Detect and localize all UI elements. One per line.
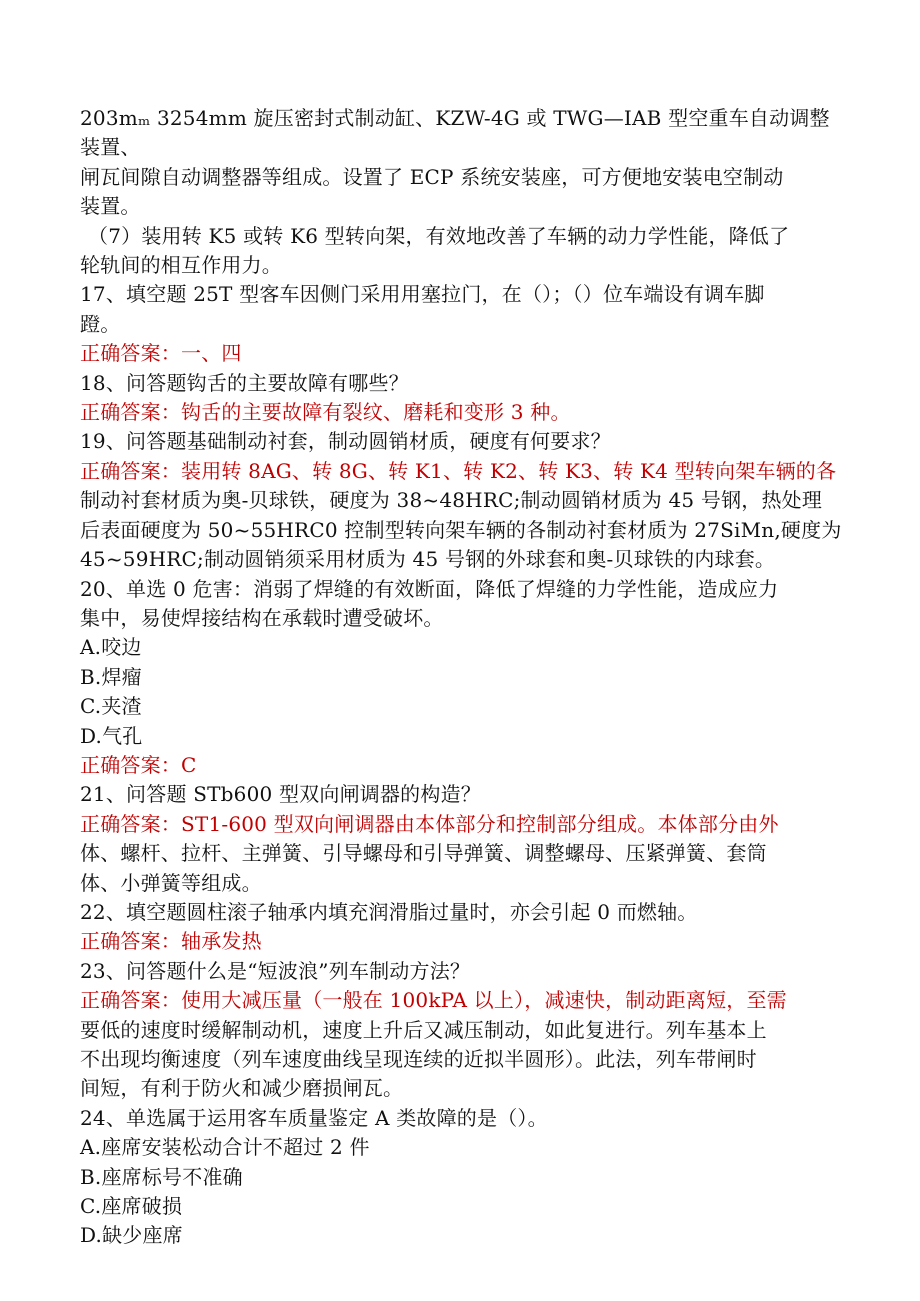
answer-text: 装用转 8AG、转 8G、转 K1、转 K2、转 K3、转 K4 型转向架车辆的各 [181, 458, 837, 483]
answer-text: 一、四 [181, 341, 242, 366]
document-body [80, 104, 842, 1251]
text-line: 轮轨间的相互作用力。 [80, 253, 282, 278]
text-line: C.座席破损 [80, 1194, 183, 1219]
text-line: 间短，有利于防火和减少磨损闸瓦。 [80, 1076, 404, 1101]
text-line: 后表面硬度为 50~55HRC0 控制型转向架车辆的各制动衬套材质为 27SiMn,硬度为 [80, 517, 842, 542]
answer-label: 正确答案： [80, 341, 181, 366]
answer-line [80, 398, 842, 427]
text-line: 18、问答题钩舌的主要故障有哪些？ [80, 370, 409, 395]
text-line: D.缺少座席 [80, 1223, 183, 1248]
text-line: 要低的速度时缓解制动机，速度上升后又减压制动，如此复进行。列车基本上 [80, 1017, 767, 1042]
answer-text: 钩舌的主要故障有裂纹、磨耗和变形 3 种。 [181, 400, 571, 425]
text-line: 45~59HRC;制动圆销须采用材质为 45 号钢的外球套和奥-贝球铁的内球套。 [80, 547, 776, 572]
text-line: A.座席安装松动合计不超过 2 件 [80, 1135, 370, 1160]
text-line: D.气孔 [80, 723, 143, 748]
text-line: C.夹渣 [80, 694, 142, 719]
text-line: 体、螺杆、拉杆、主弹簧、引导螺母和引导弹簧、调整螺母、压紧弹簧、套筒 [80, 841, 767, 866]
text-line: 19、问答题基础制动衬套，制动圆销材质，硬度有何要求？ [80, 429, 611, 454]
answer-line [80, 457, 842, 486]
answer-text: C [181, 752, 197, 777]
text-line: 21、问答题 STb600 型双向闸调器的构造？ [80, 782, 481, 807]
text-line: 闸瓦间隙自动调整器等组成。设置了 ECP 系统安装座，可方便地安装电空制动 [80, 164, 784, 189]
answer-line [80, 339, 842, 368]
answer-text: 使用大减压量（一般在 100kPA 以上），减速快，制动距离短，至需 [181, 988, 787, 1013]
answer-text: ST1-600 型双向闸调器由本体部分和控制部分组成。本体部分由外 [181, 811, 779, 836]
answer-label: 正确答案： [80, 988, 181, 1013]
answer-label: 正确答案： [80, 811, 181, 836]
answer-label: 正确答案： [80, 458, 181, 483]
answer-line [80, 927, 842, 956]
text-line: 203mₘ 3254mm 旋压密封式制动缸、KZW-4G 或 TWG—IAB 型空重车自动调整装置、 [80, 106, 830, 160]
text-line: 体、小弹簧等组成。 [80, 870, 262, 895]
text-line: 蹬。 [80, 311, 121, 336]
text-line: （7）装用转 K5 或转 K6 型转向架，有效地改善了车辆的动力学性能，降低了 [88, 223, 790, 248]
answer-line [80, 810, 842, 839]
text-line: 22、填空题圆柱滚子轴承内填充润滑脂过量时，亦会引起 0 而燃轴。 [80, 899, 698, 924]
answer-line [80, 986, 842, 1015]
text-line: 24、单选属于运用客车质量鉴定 A 类故障的是（）。 [80, 1105, 548, 1130]
text-line: 集中，易使焊接结构在承载时遭受破坏。 [80, 605, 444, 630]
text-line: 17、填空题 25T 型客车因侧门采用用塞拉门，在（）；（）位车端设有调车脚 [80, 282, 765, 307]
text-line: B.座席标号不准确 [80, 1164, 243, 1189]
answer-text: 轴承发热 [181, 929, 262, 954]
text-line: 不出现均衡速度（列车速度曲线呈现连续的近拟半圆形）。此法，列车带闸时 [80, 1047, 757, 1071]
answer-line [80, 751, 842, 780]
text-line: 23、问答题什么是“短波浪”列车制动方法？ [80, 958, 471, 983]
answer-label: 正确答案： [80, 400, 181, 425]
text-line: 制动衬套材质为奥-贝球铁，硬度为 38~48HRC;制动圆销材质为 45 号钢，热处理 [80, 488, 823, 513]
text-line: 装置。 [80, 194, 141, 219]
answer-label: 正确答案： [80, 752, 181, 777]
text-line: 20、单选 0 危害：消弱了焊缝的有效断面，降低了焊缝的力学性能，造成应力 [80, 576, 779, 601]
answer-label: 正确答案： [80, 929, 181, 954]
text-line: A.咬边 [80, 635, 142, 660]
text-line: B.焊瘤 [80, 664, 142, 689]
